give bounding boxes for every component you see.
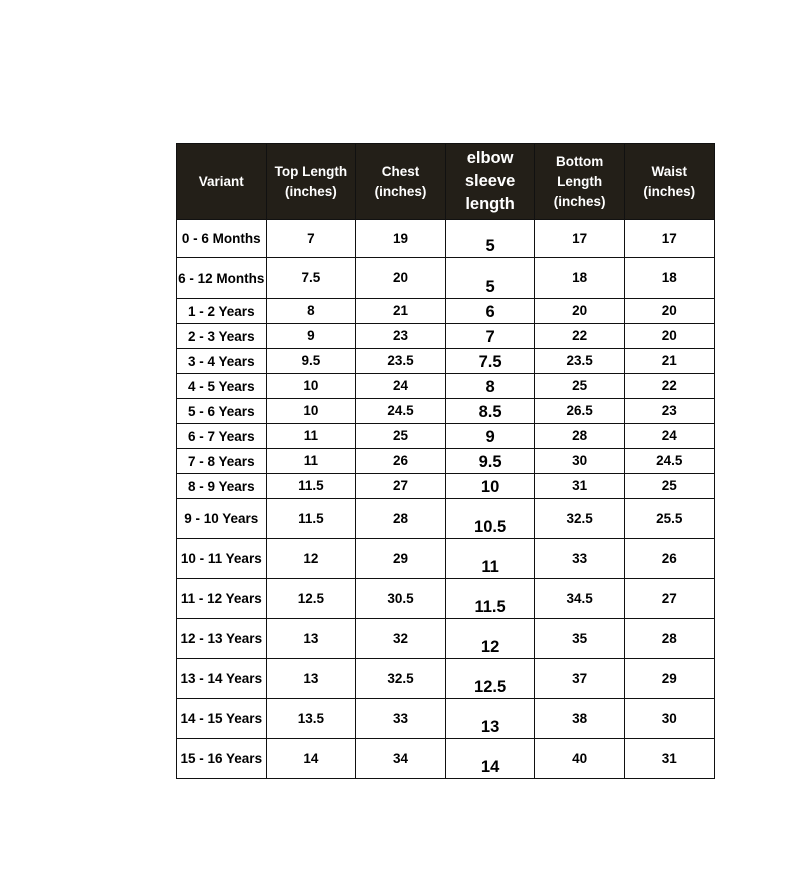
table-row (177, 659, 715, 699)
cell-top-length: 14 (266, 739, 356, 779)
table-row (177, 220, 715, 258)
header-row (177, 144, 715, 220)
cell-elbow-sleeve-length: 5 (445, 258, 535, 299)
cell-top-length: 8 (266, 299, 356, 324)
cell-variant: 5 - 6 Years (177, 399, 267, 424)
cell-chest: 32 (356, 619, 446, 659)
size-chart-table (176, 143, 715, 779)
table-row (177, 499, 715, 539)
table-row (177, 349, 715, 374)
cell-top-length: 10 (266, 374, 356, 399)
cell-chest: 28 (356, 499, 446, 539)
cell-waist: 31 (624, 739, 714, 779)
cell-top-length: 13.5 (266, 699, 356, 739)
table-body (177, 220, 715, 779)
cell-chest: 27 (356, 474, 446, 499)
cell-chest: 34 (356, 739, 446, 779)
cell-chest: 25 (356, 424, 446, 449)
cell-elbow-sleeve-length: 10.5 (445, 499, 535, 539)
cell-variant: 6 - 7 Years (177, 424, 267, 449)
table-row (177, 539, 715, 579)
header-variant: Variant (177, 144, 267, 220)
cell-bottom-length: 28 (535, 424, 625, 449)
cell-elbow-sleeve-length: 11.5 (445, 579, 535, 619)
table-row (177, 258, 715, 299)
cell-waist: 25 (624, 474, 714, 499)
table-row (177, 399, 715, 424)
cell-elbow-sleeve-length: 14 (445, 739, 535, 779)
cell-chest: 24.5 (356, 399, 446, 424)
cell-elbow-sleeve-length: 5 (445, 220, 535, 258)
header-bottom-length: Bottom Length (inches) (535, 144, 625, 220)
cell-bottom-length: 30 (535, 449, 625, 474)
cell-variant: 11 - 12 Years (177, 579, 267, 619)
cell-top-length: 13 (266, 659, 356, 699)
cell-variant: 12 - 13 Years (177, 619, 267, 659)
cell-waist: 29 (624, 659, 714, 699)
cell-bottom-length: 37 (535, 659, 625, 699)
cell-waist: 17 (624, 220, 714, 258)
cell-waist: 24.5 (624, 449, 714, 474)
cell-elbow-sleeve-length: 6 (445, 299, 535, 324)
table-row (177, 374, 715, 399)
cell-variant: 4 - 5 Years (177, 374, 267, 399)
cell-variant: 9 - 10 Years (177, 499, 267, 539)
cell-variant: 2 - 3 Years (177, 324, 267, 349)
cell-chest: 32.5 (356, 659, 446, 699)
cell-waist: 20 (624, 324, 714, 349)
cell-waist: 24 (624, 424, 714, 449)
cell-waist: 21 (624, 349, 714, 374)
cell-bottom-length: 35 (535, 619, 625, 659)
cell-variant: 8 - 9 Years (177, 474, 267, 499)
header-chest: Chest (inches) (356, 144, 446, 220)
cell-top-length: 12 (266, 539, 356, 579)
table-row (177, 324, 715, 349)
cell-top-length: 11 (266, 449, 356, 474)
cell-elbow-sleeve-length: 10 (445, 474, 535, 499)
cell-variant: 13 - 14 Years (177, 659, 267, 699)
cell-top-length: 7 (266, 220, 356, 258)
table-row (177, 699, 715, 739)
cell-elbow-sleeve-length: 8.5 (445, 399, 535, 424)
cell-variant: 10 - 11 Years (177, 539, 267, 579)
cell-top-length: 11.5 (266, 499, 356, 539)
table-row (177, 449, 715, 474)
header-elbow-sleeve-length: elbow sleeve length (445, 144, 535, 220)
cell-elbow-sleeve-length: 8 (445, 374, 535, 399)
cell-waist: 22 (624, 374, 714, 399)
cell-waist: 25.5 (624, 499, 714, 539)
cell-chest: 33 (356, 699, 446, 739)
cell-bottom-length: 18 (535, 258, 625, 299)
cell-variant: 0 - 6 Months (177, 220, 267, 258)
cell-waist: 28 (624, 619, 714, 659)
cell-elbow-sleeve-length: 9.5 (445, 449, 535, 474)
cell-bottom-length: 31 (535, 474, 625, 499)
cell-variant: 14 - 15 Years (177, 699, 267, 739)
cell-chest: 26 (356, 449, 446, 474)
cell-bottom-length: 34.5 (535, 579, 625, 619)
cell-top-length: 7.5 (266, 258, 356, 299)
cell-elbow-sleeve-length: 7 (445, 324, 535, 349)
cell-top-length: 10 (266, 399, 356, 424)
cell-bottom-length: 25 (535, 374, 625, 399)
cell-top-length: 13 (266, 619, 356, 659)
table-header (177, 144, 715, 220)
cell-elbow-sleeve-length: 9 (445, 424, 535, 449)
cell-bottom-length: 26.5 (535, 399, 625, 424)
cell-top-length: 11.5 (266, 474, 356, 499)
cell-elbow-sleeve-length: 12.5 (445, 659, 535, 699)
cell-waist: 18 (624, 258, 714, 299)
cell-top-length: 12.5 (266, 579, 356, 619)
cell-variant: 7 - 8 Years (177, 449, 267, 474)
cell-bottom-length: 33 (535, 539, 625, 579)
cell-variant: 1 - 2 Years (177, 299, 267, 324)
cell-waist: 26 (624, 539, 714, 579)
table-row (177, 299, 715, 324)
cell-chest: 20 (356, 258, 446, 299)
cell-bottom-length: 20 (535, 299, 625, 324)
cell-chest: 23.5 (356, 349, 446, 374)
cell-chest: 19 (356, 220, 446, 258)
cell-chest: 29 (356, 539, 446, 579)
cell-elbow-sleeve-length: 12 (445, 619, 535, 659)
cell-bottom-length: 17 (535, 220, 625, 258)
cell-elbow-sleeve-length: 7.5 (445, 349, 535, 374)
cell-waist: 23 (624, 399, 714, 424)
table-row (177, 579, 715, 619)
cell-variant: 15 - 16 Years (177, 739, 267, 779)
cell-bottom-length: 38 (535, 699, 625, 739)
cell-top-length: 9 (266, 324, 356, 349)
cell-elbow-sleeve-length: 13 (445, 699, 535, 739)
header-waist: Waist (inches) (624, 144, 714, 220)
cell-chest: 24 (356, 374, 446, 399)
cell-waist: 27 (624, 579, 714, 619)
cell-chest: 23 (356, 324, 446, 349)
cell-variant: 6 - 12 Months (177, 258, 267, 299)
cell-top-length: 9.5 (266, 349, 356, 374)
cell-bottom-length: 23.5 (535, 349, 625, 374)
table-row (177, 619, 715, 659)
cell-top-length: 11 (266, 424, 356, 449)
cell-elbow-sleeve-length: 11 (445, 539, 535, 579)
cell-bottom-length: 40 (535, 739, 625, 779)
cell-chest: 30.5 (356, 579, 446, 619)
header-top-length: Top Length (inches) (266, 144, 356, 220)
cell-variant: 3 - 4 Years (177, 349, 267, 374)
cell-waist: 30 (624, 699, 714, 739)
table-row (177, 424, 715, 449)
table-row (177, 474, 715, 499)
cell-bottom-length: 22 (535, 324, 625, 349)
cell-waist: 20 (624, 299, 714, 324)
cell-bottom-length: 32.5 (535, 499, 625, 539)
cell-chest: 21 (356, 299, 446, 324)
table-row (177, 739, 715, 779)
